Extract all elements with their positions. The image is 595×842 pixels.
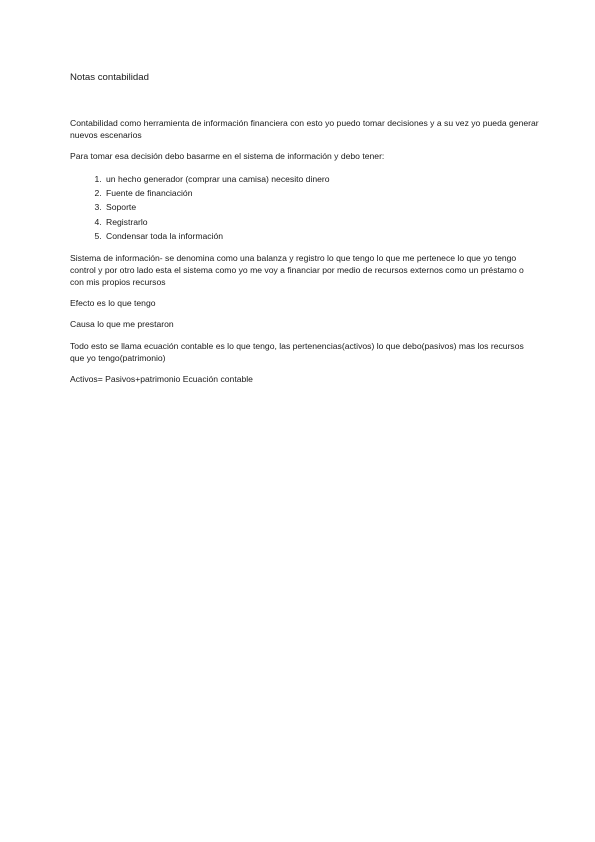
paragraph-equation-formula: Activos= Pasivos+patrimonio Ecuación contable	[70, 374, 253, 385]
paragraph-cause: Causa lo que me prestaron	[70, 319, 174, 330]
paragraph-effect: Efecto es lo que tengo	[70, 298, 156, 309]
paragraph-information-system: Sistema de información- se denomina como una balanza y registro lo que tengo lo que me pertenece lo que yo tengo control y por otro lado esta el sistema como yo me voy a financiar por medio de recursos externos como un préstamo o con mis propios recursos	[70, 252, 524, 288]
requirements-list	[70, 172, 540, 244]
list-item: 5. Condensar toda la información	[104, 229, 540, 243]
document-title: Notas contabilidad	[70, 72, 149, 83]
paragraph-accounting-equation: Todo esto se llama ecuación contable es lo que tengo, las pertenencias(activos) lo que debo(pasivos) mas los recursos que yo tengo(patrimonio)	[70, 340, 524, 363]
document-body	[70, 71, 540, 394]
paragraph-decision: Para tomar esa decisión debo basarme en el sistema de información y debo tener:	[70, 151, 385, 162]
list-item: 1. un hecho generador (comprar una camisa) necesito dinero	[104, 172, 540, 186]
list-item: 4. Registrarlo	[104, 215, 540, 229]
list-item: 3. Soporte	[104, 200, 540, 214]
list-item: 2. Fuente de financiación	[104, 186, 540, 200]
paragraph-intro: Contabilidad como herramienta de información financiera con esto yo puedo tomar decisiones y a su vez yo pueda generar nuevos escenarios	[70, 118, 539, 141]
